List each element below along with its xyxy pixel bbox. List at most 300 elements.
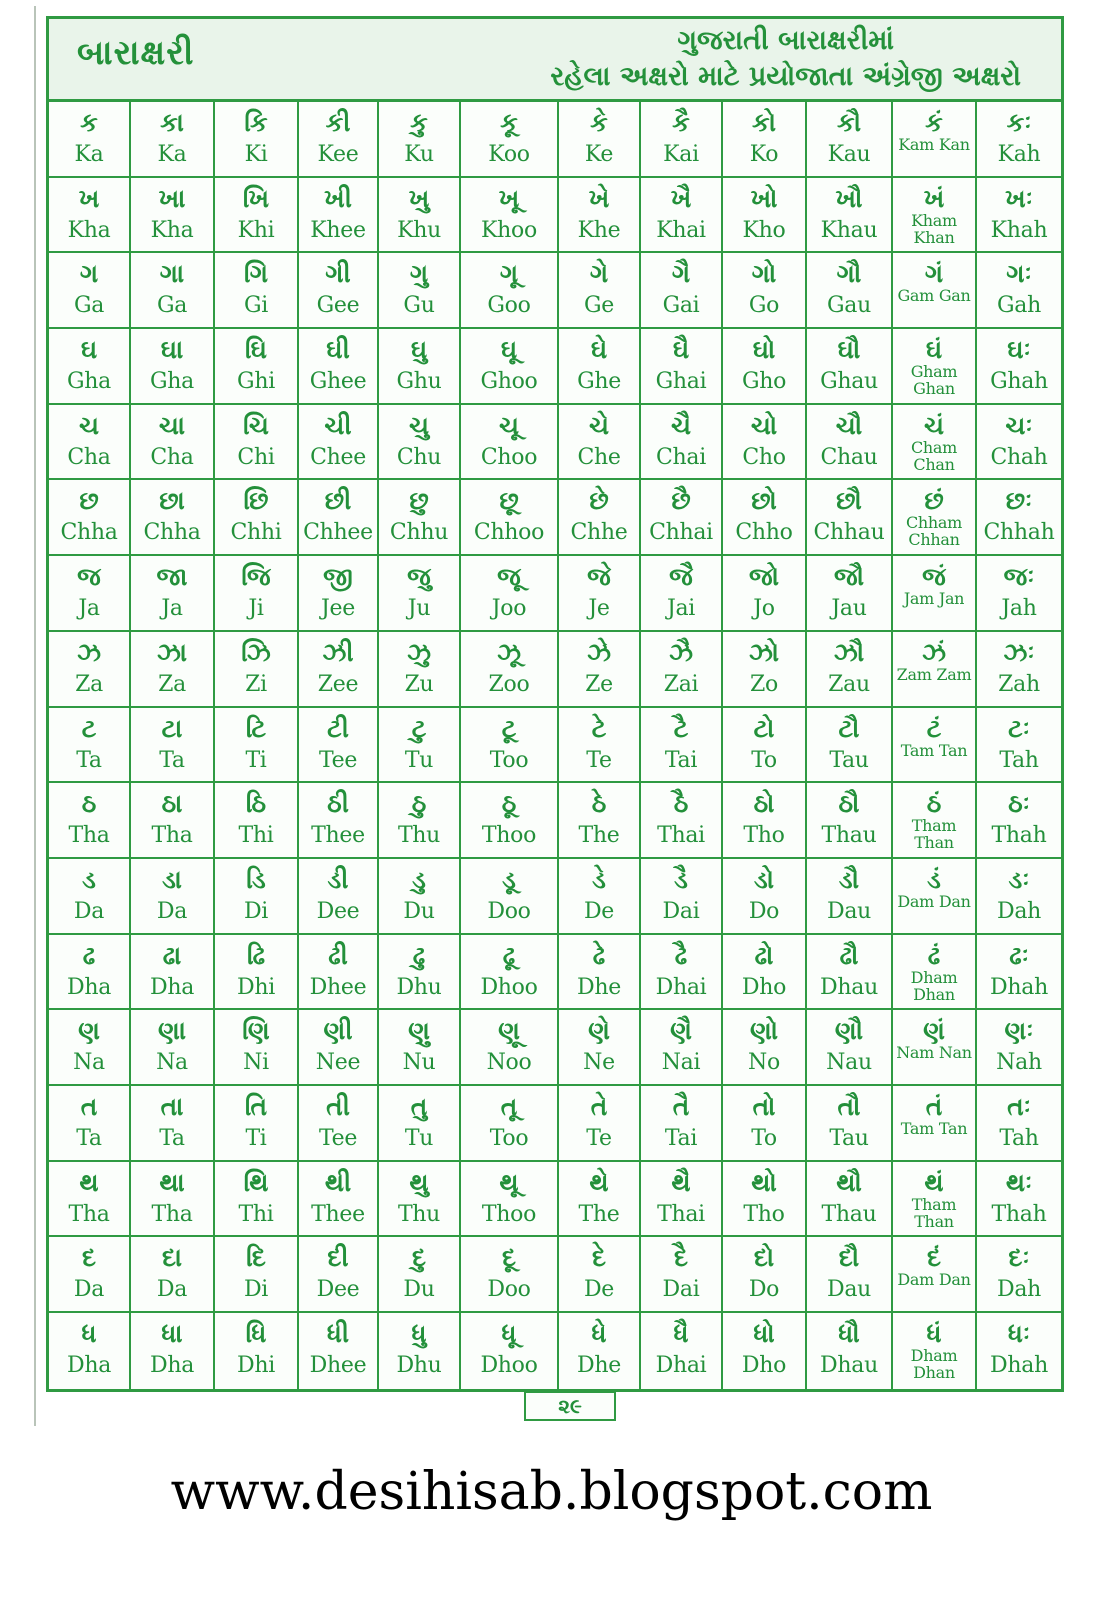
table-cell <box>461 1313 559 1389</box>
table-cell <box>131 1313 215 1389</box>
roman-transliteration: Chhee <box>303 520 373 546</box>
gujarati-syllable: ડે <box>592 864 606 894</box>
gujarati-syllable: ઘૌ <box>837 335 861 365</box>
roman-transliteration: Thah <box>991 823 1047 849</box>
roman-transliteration: Ka <box>74 142 104 167</box>
gujarati-syllable: ઠૌ <box>838 789 860 819</box>
table-cell <box>215 1237 299 1313</box>
gujarati-syllable: થૂ <box>499 1167 519 1197</box>
table-cell <box>131 480 215 556</box>
table-cell <box>379 1162 461 1238</box>
table-cell <box>299 1237 379 1313</box>
table-cell <box>461 859 559 935</box>
roman-transliteration: Khe <box>577 217 621 243</box>
gujarati-syllable: છા <box>159 486 185 516</box>
table-cell <box>807 253 893 329</box>
table-cell <box>215 783 299 859</box>
roman-transliteration: Tha <box>68 823 110 849</box>
gujarati-syllable: ડિ <box>246 864 266 894</box>
gujarati-syllable: ણૂ <box>498 1016 520 1046</box>
roman-transliteration: Dhi <box>237 1353 275 1378</box>
table-cell <box>131 556 215 632</box>
table-cell <box>723 1237 807 1313</box>
table-cell <box>49 253 131 329</box>
gujarati-syllable: ત <box>80 1091 98 1121</box>
roman-transliteration: Dha <box>149 974 195 1000</box>
roman-transliteration: Ga <box>73 293 105 319</box>
roman-transliteration: Khu <box>397 217 441 243</box>
gujarati-syllable: તૂ <box>500 1091 518 1121</box>
gujarati-syllable: દે <box>592 1243 606 1273</box>
roman-transliteration: Nai <box>661 1050 701 1076</box>
gujarati-syllable: ડુ <box>412 864 426 894</box>
gujarati-syllable: ણો <box>749 1016 779 1046</box>
table-cell <box>379 329 461 405</box>
gujarati-syllable: ઠ <box>81 789 97 819</box>
roman-transliteration: Dau <box>826 898 872 924</box>
gujarati-syllable: ગૈ <box>671 259 691 289</box>
table-cell <box>49 102 131 178</box>
roman-transliteration: Gee <box>316 293 360 319</box>
gujarati-syllable: કઃ <box>1006 108 1032 137</box>
gujarati-syllable: છ <box>79 486 99 516</box>
gujarati-syllable: ગ <box>79 259 99 289</box>
table-cell <box>641 935 723 1011</box>
roman-transliteration: Chah <box>990 444 1048 470</box>
gujarati-syllable: છૂ <box>499 486 519 516</box>
gujarati-syllable: ટઃ <box>1008 713 1030 743</box>
table-cell <box>49 480 131 556</box>
table-cell <box>807 1010 893 1086</box>
table-cell <box>379 556 461 632</box>
roman-transliteration: Zam Zam <box>896 664 972 684</box>
roman-transliteration: Da <box>156 898 188 924</box>
roman-transliteration: Tah <box>999 1125 1039 1151</box>
table-cell <box>461 1010 559 1086</box>
table-cell <box>215 1010 299 1086</box>
gujarati-syllable: ડૂ <box>502 864 516 894</box>
roman-transliteration: Ta <box>76 1125 102 1151</box>
gujarati-syllable: ટ <box>81 713 97 743</box>
gujarati-syllable: ઝૌ <box>833 637 865 667</box>
table-cell <box>641 480 723 556</box>
roman-transliteration: Cham Chan <box>910 437 958 474</box>
roman-transliteration: Dhah <box>990 1353 1048 1378</box>
table-cell <box>299 783 379 859</box>
roman-transliteration: Dai <box>662 1277 700 1303</box>
roman-transliteration: Dhah <box>990 974 1048 1000</box>
roman-transliteration: Dha <box>149 1353 195 1378</box>
gujarati-syllable: ગં <box>924 259 944 289</box>
gujarati-syllable: ચો <box>750 410 778 440</box>
roman-transliteration: Dee <box>316 898 360 924</box>
gujarati-syllable: ખા <box>158 183 186 213</box>
roman-transliteration: Du <box>403 898 435 924</box>
gujarati-syllable: દૈ <box>674 1243 688 1273</box>
gujarati-syllable: ચે <box>588 410 609 440</box>
gujarati-syllable: ઠઃ <box>1008 789 1030 819</box>
table-cell <box>807 1237 893 1313</box>
table-cell <box>893 783 977 859</box>
table-cell <box>641 178 723 254</box>
table-cell <box>893 859 977 935</box>
table-cell <box>807 783 893 859</box>
table-cell <box>807 329 893 405</box>
roman-transliteration: Ti <box>245 1125 267 1151</box>
table-cell <box>461 480 559 556</box>
table-cell <box>299 632 379 708</box>
table-cell <box>807 935 893 1011</box>
gujarati-syllable: ઘુ <box>410 335 428 365</box>
gujarati-syllable: ણા <box>158 1016 186 1046</box>
roman-transliteration: Dhoo <box>480 1353 538 1378</box>
roman-transliteration: Thi <box>238 823 274 849</box>
gujarati-syllable: ડૌ <box>838 864 860 894</box>
gujarati-syllable: ધ <box>81 1319 97 1348</box>
gujarati-syllable: ણી <box>323 1016 353 1046</box>
gujarati-syllable: જઃ <box>1003 562 1035 592</box>
roman-transliteration: Joo <box>491 596 527 622</box>
gujarati-syllable: ડા <box>162 864 182 894</box>
table-cell <box>977 253 1061 329</box>
table-cell <box>131 178 215 254</box>
table-cell <box>723 783 807 859</box>
gujarati-syllable: ઢે <box>592 940 606 970</box>
gujarati-syllable: ડઃ <box>1008 864 1030 894</box>
roman-transliteration: To <box>751 747 777 773</box>
gujarati-syllable: ઝી <box>322 637 354 667</box>
roman-transliteration: Da <box>73 1277 105 1303</box>
table-cell <box>131 859 215 935</box>
gujarati-syllable: ચં <box>923 410 944 440</box>
gujarati-syllable: થુ <box>409 1167 429 1197</box>
table-cell <box>131 253 215 329</box>
table-cell <box>49 632 131 708</box>
table-cell <box>559 253 641 329</box>
table-cell <box>723 1162 807 1238</box>
table-cell <box>807 480 893 556</box>
roman-transliteration: Dho <box>741 974 787 1000</box>
gujarati-syllable: જા <box>156 562 188 592</box>
roman-transliteration: Zi <box>245 671 267 697</box>
roman-transliteration: Nu <box>402 1050 436 1076</box>
gujarati-syllable: ઘો <box>752 335 776 365</box>
roman-transliteration: Thau <box>821 823 877 849</box>
table-cell <box>49 405 131 481</box>
table-cell <box>977 1086 1061 1162</box>
roman-transliteration: Gha <box>67 369 111 395</box>
table-cell <box>559 556 641 632</box>
roman-transliteration: Choo <box>480 444 538 470</box>
table-cell <box>977 178 1061 254</box>
table-cell <box>893 1313 977 1389</box>
table-cell <box>379 935 461 1011</box>
roman-transliteration: Ju <box>407 596 431 622</box>
roman-transliteration: Too <box>489 747 529 773</box>
table-cell <box>299 102 379 178</box>
gujarati-syllable: તૌ <box>837 1091 861 1121</box>
gujarati-syllable: કૈ <box>672 108 690 137</box>
gujarati-syllable: તા <box>160 1091 184 1121</box>
table-cell <box>977 1313 1061 1389</box>
table-cell <box>215 1086 299 1162</box>
table-cell <box>559 1313 641 1389</box>
table-cell <box>379 1086 461 1162</box>
gujarati-syllable: ધં <box>926 1319 942 1348</box>
gujarati-syllable: છઃ <box>1005 486 1033 516</box>
roman-transliteration: Di <box>243 898 269 924</box>
roman-transliteration: To <box>751 1125 777 1151</box>
gujarati-syllable: ગૂ <box>499 259 519 289</box>
roman-transliteration: Dhe <box>577 1353 621 1378</box>
gujarati-syllable: ણં <box>923 1016 945 1046</box>
gujarati-syllable: ટે <box>591 713 607 743</box>
table-cell <box>559 1086 641 1162</box>
roman-transliteration: Cho <box>742 444 786 470</box>
roman-transliteration: Zu <box>404 671 434 697</box>
roman-transliteration: Thee <box>311 823 365 849</box>
roman-transliteration: Jee <box>321 596 355 622</box>
table-cell <box>49 1010 131 1086</box>
roman-transliteration: Dham Dhan <box>910 967 958 1004</box>
gujarati-syllable: ખે <box>588 183 610 213</box>
table-cell <box>49 329 131 405</box>
table-cell <box>641 632 723 708</box>
gujarati-syllable: દઃ <box>1008 1243 1030 1273</box>
table-cell <box>977 783 1061 859</box>
roman-transliteration: Zoo <box>488 671 530 697</box>
roman-transliteration: Gam Gan <box>897 286 971 306</box>
roman-transliteration: De <box>583 1277 615 1303</box>
table-cell <box>299 1162 379 1238</box>
table-cell <box>559 1162 641 1238</box>
table-cell <box>723 708 807 784</box>
gujarati-syllable: જૂ <box>497 562 521 592</box>
roman-transliteration: Tu <box>404 1125 434 1151</box>
table-cell <box>49 556 131 632</box>
table-cell <box>977 935 1061 1011</box>
roman-transliteration: Chhu <box>389 520 449 546</box>
roman-transliteration: Chhe <box>570 520 628 546</box>
roman-transliteration: Dhu <box>396 974 442 1000</box>
table-cell <box>215 480 299 556</box>
roman-transliteration: Ghe <box>577 369 621 395</box>
gujarati-syllable: દૂ <box>502 1243 516 1273</box>
gujarati-syllable: ધુ <box>411 1319 427 1348</box>
gujarati-syllable: કે <box>590 108 608 137</box>
table-cell <box>49 1313 131 1389</box>
gujarati-syllable: ણિ <box>242 1016 270 1046</box>
roman-transliteration: Tai <box>664 1125 698 1151</box>
table-cell <box>559 935 641 1011</box>
roman-transliteration: Dam Dan <box>897 1270 971 1290</box>
gujarati-syllable: દો <box>753 1243 775 1273</box>
table-cell <box>215 329 299 405</box>
gujarati-syllable: ઠં <box>926 789 942 819</box>
roman-transliteration: Za <box>158 671 186 697</box>
table-cell <box>723 102 807 178</box>
gujarati-syllable: ઝં <box>922 637 946 667</box>
gujarati-syllable: જો <box>749 562 779 592</box>
table-cell <box>461 783 559 859</box>
roman-transliteration: Tha <box>151 1201 193 1227</box>
roman-transliteration: Dhee <box>309 1353 367 1378</box>
roman-transliteration: Na <box>73 1050 105 1076</box>
roman-transliteration: Ne <box>583 1050 615 1076</box>
gujarati-syllable: ણે <box>588 1016 610 1046</box>
gujarati-syllable: ટુ <box>411 713 427 743</box>
roman-transliteration: Thoo <box>481 823 537 849</box>
roman-transliteration: Chhai <box>649 520 713 546</box>
gujarati-syllable: ઢૂ <box>502 940 516 970</box>
roman-transliteration: Cha <box>150 444 194 470</box>
gujarati-syllable: કો <box>752 108 776 137</box>
roman-transliteration: Jau <box>831 596 867 622</box>
gujarati-syllable: ગા <box>159 259 185 289</box>
table-cell <box>977 1010 1061 1086</box>
roman-transliteration: Te <box>586 747 612 773</box>
table-cell <box>215 1162 299 1238</box>
roman-transliteration: Zah <box>998 671 1040 697</box>
roman-transliteration: Chho <box>735 520 793 546</box>
table-cell <box>723 1313 807 1389</box>
gujarati-syllable: ઘે <box>590 335 608 365</box>
roman-transliteration: Ke <box>584 142 614 167</box>
table-cell <box>807 708 893 784</box>
gujarati-syllable: ઢં <box>927 940 941 970</box>
table-cell <box>131 1010 215 1086</box>
roman-transliteration: Ki <box>244 142 268 167</box>
gujarati-syllable: ધૂ <box>501 1319 517 1348</box>
roman-transliteration: Ta <box>159 747 185 773</box>
roman-transliteration: Dau <box>826 1277 872 1303</box>
gujarati-syllable: ટા <box>161 713 183 743</box>
gujarati-syllable: જૈ <box>669 562 693 592</box>
table-cell <box>641 556 723 632</box>
gujarati-syllable: તિ <box>244 1091 268 1121</box>
roman-transliteration: Gau <box>827 293 871 319</box>
table-cell <box>461 935 559 1011</box>
roman-transliteration: Thah <box>991 1201 1047 1227</box>
roman-transliteration: Dhai <box>655 1353 707 1378</box>
gujarati-syllable: ઠૈ <box>673 789 689 819</box>
gujarati-syllable: ણૌ <box>834 1016 864 1046</box>
gujarati-syllable: છૈ <box>671 486 691 516</box>
gujarati-syllable: ઢઃ <box>1009 940 1029 970</box>
roman-transliteration: Na <box>156 1050 188 1076</box>
table-cell <box>131 329 215 405</box>
table-cell <box>559 708 641 784</box>
roman-transliteration: Ghee <box>309 369 367 395</box>
barakshari-sheet <box>46 16 1064 1392</box>
gujarati-syllable: ટં <box>926 713 942 743</box>
gujarati-syllable: ઝઃ <box>1003 637 1035 667</box>
roman-transliteration: Tham Than <box>911 816 957 853</box>
table-cell <box>131 935 215 1011</box>
table-cell <box>893 632 977 708</box>
gujarati-syllable: જે <box>587 562 611 592</box>
gujarati-syllable: છી <box>324 486 352 516</box>
gujarati-syllable: કા <box>160 108 184 137</box>
gujarati-syllable: ધૈ <box>673 1319 689 1348</box>
table-cell <box>723 935 807 1011</box>
roman-transliteration: Khai <box>656 217 706 243</box>
roman-transliteration: Chu <box>396 444 442 470</box>
table-cell <box>299 1086 379 1162</box>
gujarati-syllable: ઢૌ <box>839 940 859 970</box>
gujarati-syllable: ખ <box>78 183 100 213</box>
table-cell <box>131 1086 215 1162</box>
roman-transliteration: Gham Ghan <box>910 362 958 399</box>
roman-transliteration: Za <box>75 671 103 697</box>
table-cell <box>723 405 807 481</box>
table-cell <box>807 1162 893 1238</box>
roman-transliteration: Thai <box>657 1201 705 1227</box>
table-cell <box>559 1237 641 1313</box>
gujarati-syllable: કૂ <box>500 108 518 137</box>
gujarati-syllable: ખૂ <box>498 183 520 213</box>
roman-transliteration: Tam Tan <box>900 1118 968 1138</box>
table-cell <box>215 405 299 481</box>
roman-transliteration: Tai <box>664 747 698 773</box>
roman-transliteration: Too <box>489 1125 529 1151</box>
table-cell <box>131 783 215 859</box>
table-cell <box>215 178 299 254</box>
roman-transliteration: Te <box>586 1125 612 1151</box>
table-cell <box>807 859 893 935</box>
gujarati-syllable: ડં <box>927 864 941 894</box>
gujarati-syllable: ઢ <box>82 940 96 970</box>
roman-transliteration: Zai <box>663 671 699 697</box>
roman-transliteration: Thi <box>238 1201 274 1227</box>
table-cell <box>559 1010 641 1086</box>
roman-transliteration: Gha <box>150 369 194 395</box>
table-cell <box>215 935 299 1011</box>
table-cell <box>215 708 299 784</box>
gujarati-syllable: ધા <box>161 1319 183 1348</box>
table-cell <box>131 1237 215 1313</box>
roman-transliteration: Khah <box>990 217 1048 243</box>
table-cell <box>215 1313 299 1389</box>
header-title-left: બારાક્ષરી <box>77 33 195 73</box>
table-cell <box>893 1010 977 1086</box>
roman-transliteration: Goo <box>487 293 531 319</box>
footer-url: www.desihisab.blogspot.com <box>170 1462 933 1522</box>
table-cell <box>641 329 723 405</box>
gujarati-syllable: ણ <box>78 1016 100 1046</box>
roman-transliteration: Tu <box>404 747 434 773</box>
roman-transliteration: Gu <box>403 293 435 319</box>
gujarati-syllable: ખી <box>324 183 352 213</box>
gujarati-syllable: ચા <box>158 410 186 440</box>
gujarati-syllable: ખિ <box>242 183 270 213</box>
table-cell <box>641 783 723 859</box>
roman-transliteration: Je <box>588 596 610 622</box>
table-cell <box>49 708 131 784</box>
gujarati-syllable: થ <box>79 1167 99 1197</box>
roman-transliteration: Ghah <box>990 369 1048 395</box>
table-cell <box>893 405 977 481</box>
table-cell <box>299 405 379 481</box>
gujarati-syllable: ટિ <box>245 713 267 743</box>
gujarati-syllable: ઢૈ <box>674 940 688 970</box>
table-cell <box>49 859 131 935</box>
gujarati-syllable: દુ <box>412 1243 426 1273</box>
roman-transliteration: Nee <box>315 1050 361 1076</box>
gujarati-syllable: ઠા <box>161 789 183 819</box>
table-cell <box>299 253 379 329</box>
roman-transliteration: Dee <box>316 1277 360 1303</box>
